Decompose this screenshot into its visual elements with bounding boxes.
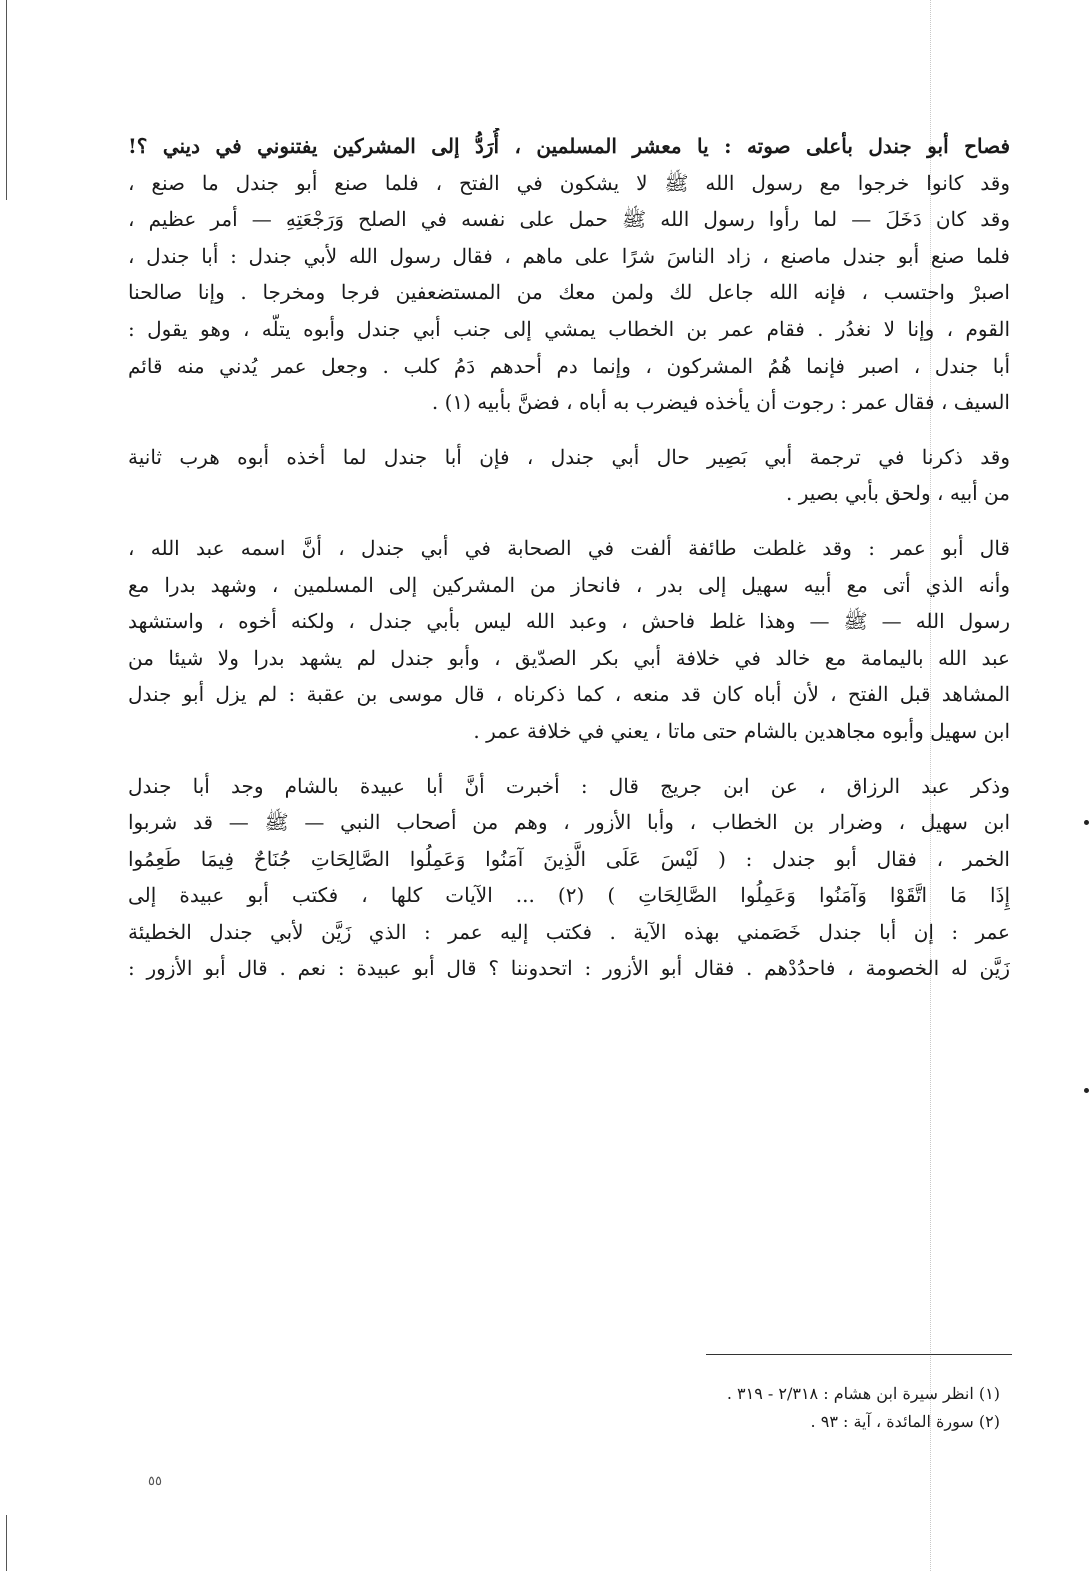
footnote-divider [706, 1354, 1012, 1355]
text-line: القوم ، وإنا لا نغدُر . فقام عمر بن الخطاب يمشي إلى جنب أبي جندل وأبوه يتلّه ، وهو يقول : [128, 316, 1010, 341]
scan-edge-line-bottom [6, 1515, 7, 1571]
paragraph-1 [128, 128, 1010, 421]
text-line: ابن سهيل وأبوه مجاهدين بالشام حتى ماتا ، يعني في خلافة عمر . [473, 718, 1010, 743]
paragraph-2 [128, 439, 1010, 512]
text-line: اصبرْ واحتسب ، فإنه الله جاعل لك ولمن معك من المستضعفين فرجا ومخرجا . وإنا صالحنا [128, 280, 1010, 305]
text-line: زَيَّن له الخصومة ، فاحدُدْهم . فقال أبو الأزور : اتحدوننا ؟ قال أبو عبيدة : نعم . قال أبو الأزور : [128, 956, 1010, 981]
text-line: المشاهد قبل الفتح ، لأن أباه كان قد منعه ، كما ذكرناه ، قال موسى بن عقبة : لم يزل أبو جندل [128, 682, 1010, 707]
text-line: وقد كان دَخَلَ — لما رأوا رسول الله ﷺ حمل على نفسه في الصلح وَرَجْعَتِهِ — أمر عظيم ، [128, 207, 1010, 232]
text-line: فلما صنع أبو جندل ماصنع ، زاد الناسَ شرًا على ماهم ، فقال رسول الله لأبي جندل : أبا جندل ، [128, 243, 1010, 268]
footnotes [560, 1380, 1000, 1436]
scan-edge-line-top [6, 0, 7, 200]
text-line: إِذَا مَا اتَّقَوْا وَآمَنُوا وَعَمِلُوا الصَّالِحَاتِ ) (٢) ... الآيات كلها ، فكتب أبو عبيدة إلى [128, 883, 1010, 908]
text-line: عبد الله باليمامة مع خالد في خلافة أبي بكر الصدّيق ، وأبو جندل لم يشهد بدرا ولا شيئا من [128, 645, 1010, 670]
text-line: وقد كانوا خرجوا مع رسول الله ﷺ لا يشكون في الفتح ، فلما صنع أبو جندل ما صنع ، [128, 170, 1010, 195]
scan-speck [1084, 820, 1089, 825]
text-line: من أبيه ، ولحق بأبي بصير . [786, 481, 1010, 506]
text-line: وذكر عبد الرزاق ، عن ابن جريج قال : أخبرت أنَّ أبا عبيدة بالشام وجد أبا جندل [128, 773, 1010, 798]
scan-speck [1084, 1088, 1089, 1093]
text-line: وأنه الذي أتى مع أبيه سهيل إلى بدر ، فانحاز من المشركين إلى المسلمين ، وشهد بدرا مع [128, 572, 1010, 597]
text-line: الخمر ، فقال أبو جندل : ( لَيْسَ عَلَى الَّذِينَ آمَنُوا وَعَمِلُوا الصَّالِحَاتِ جُنَاحٌ فِيمَا طَعِمُوا [128, 846, 1010, 871]
text-line: أبا جندل ، اصبر فإنما هُمُ المشركون ، وإنما دم أحدهم دَمُ كلب . وجعل عمر يُدني منه قائم [128, 353, 1010, 378]
footnote-1: (١) انظر سيرة ابن هشام : ٢/٣١٨ - ٣١٩ . [726, 1384, 1000, 1403]
text-line: وقد ذكرنا في ترجمة أبي بَصِير حال أبي جندل ، فإن أبا جندل لما أخذه أبوه هرب ثانية [128, 444, 1010, 469]
paragraph-3 [128, 530, 1010, 750]
text-line: السيف ، فقال عمر : رجوت أن يأخذه فيضرب به أباه ، فضنَّ بأبيه (١) . [431, 390, 1010, 415]
text-line: ابن سهيل ، وضرار بن الخطاب ، وأبا الأزور ، وهم من أصحاب النبي — ﷺ — قد شربوا [128, 810, 1010, 835]
paragraph-4 [128, 768, 1010, 988]
footnote-2: (٢) سورة المائدة ، آية : ٩٣ . [810, 1412, 1000, 1431]
text-line: رسول الله — ﷺ — وهذا غلط فاحش ، وعبد الله ليس بأبي جندل ، ولكنه أخوه ، واستشهد [128, 609, 1010, 634]
page-body [128, 128, 1010, 1005]
page-number: ٥٥ [148, 1474, 162, 1489]
text-line: عمر : إن أبا جندل خَصَمني بهذه الآية . فكتب إليه عمر : الذي زَيَّن لأبي جندل الخطيئة [128, 919, 1010, 944]
text-line: فصاح أبو جندل بأعلى صوته : يا معشر المسلمين ، أُرَدُّ إلى المشركين يفتنوني في ديني ؟! [128, 134, 1010, 158]
text-line: قال أبو عمر : وقد غلطت طائفة ألفت في الصحابة في أبي جندل ، أنَّ اسمه عبد الله ، [128, 535, 1010, 560]
